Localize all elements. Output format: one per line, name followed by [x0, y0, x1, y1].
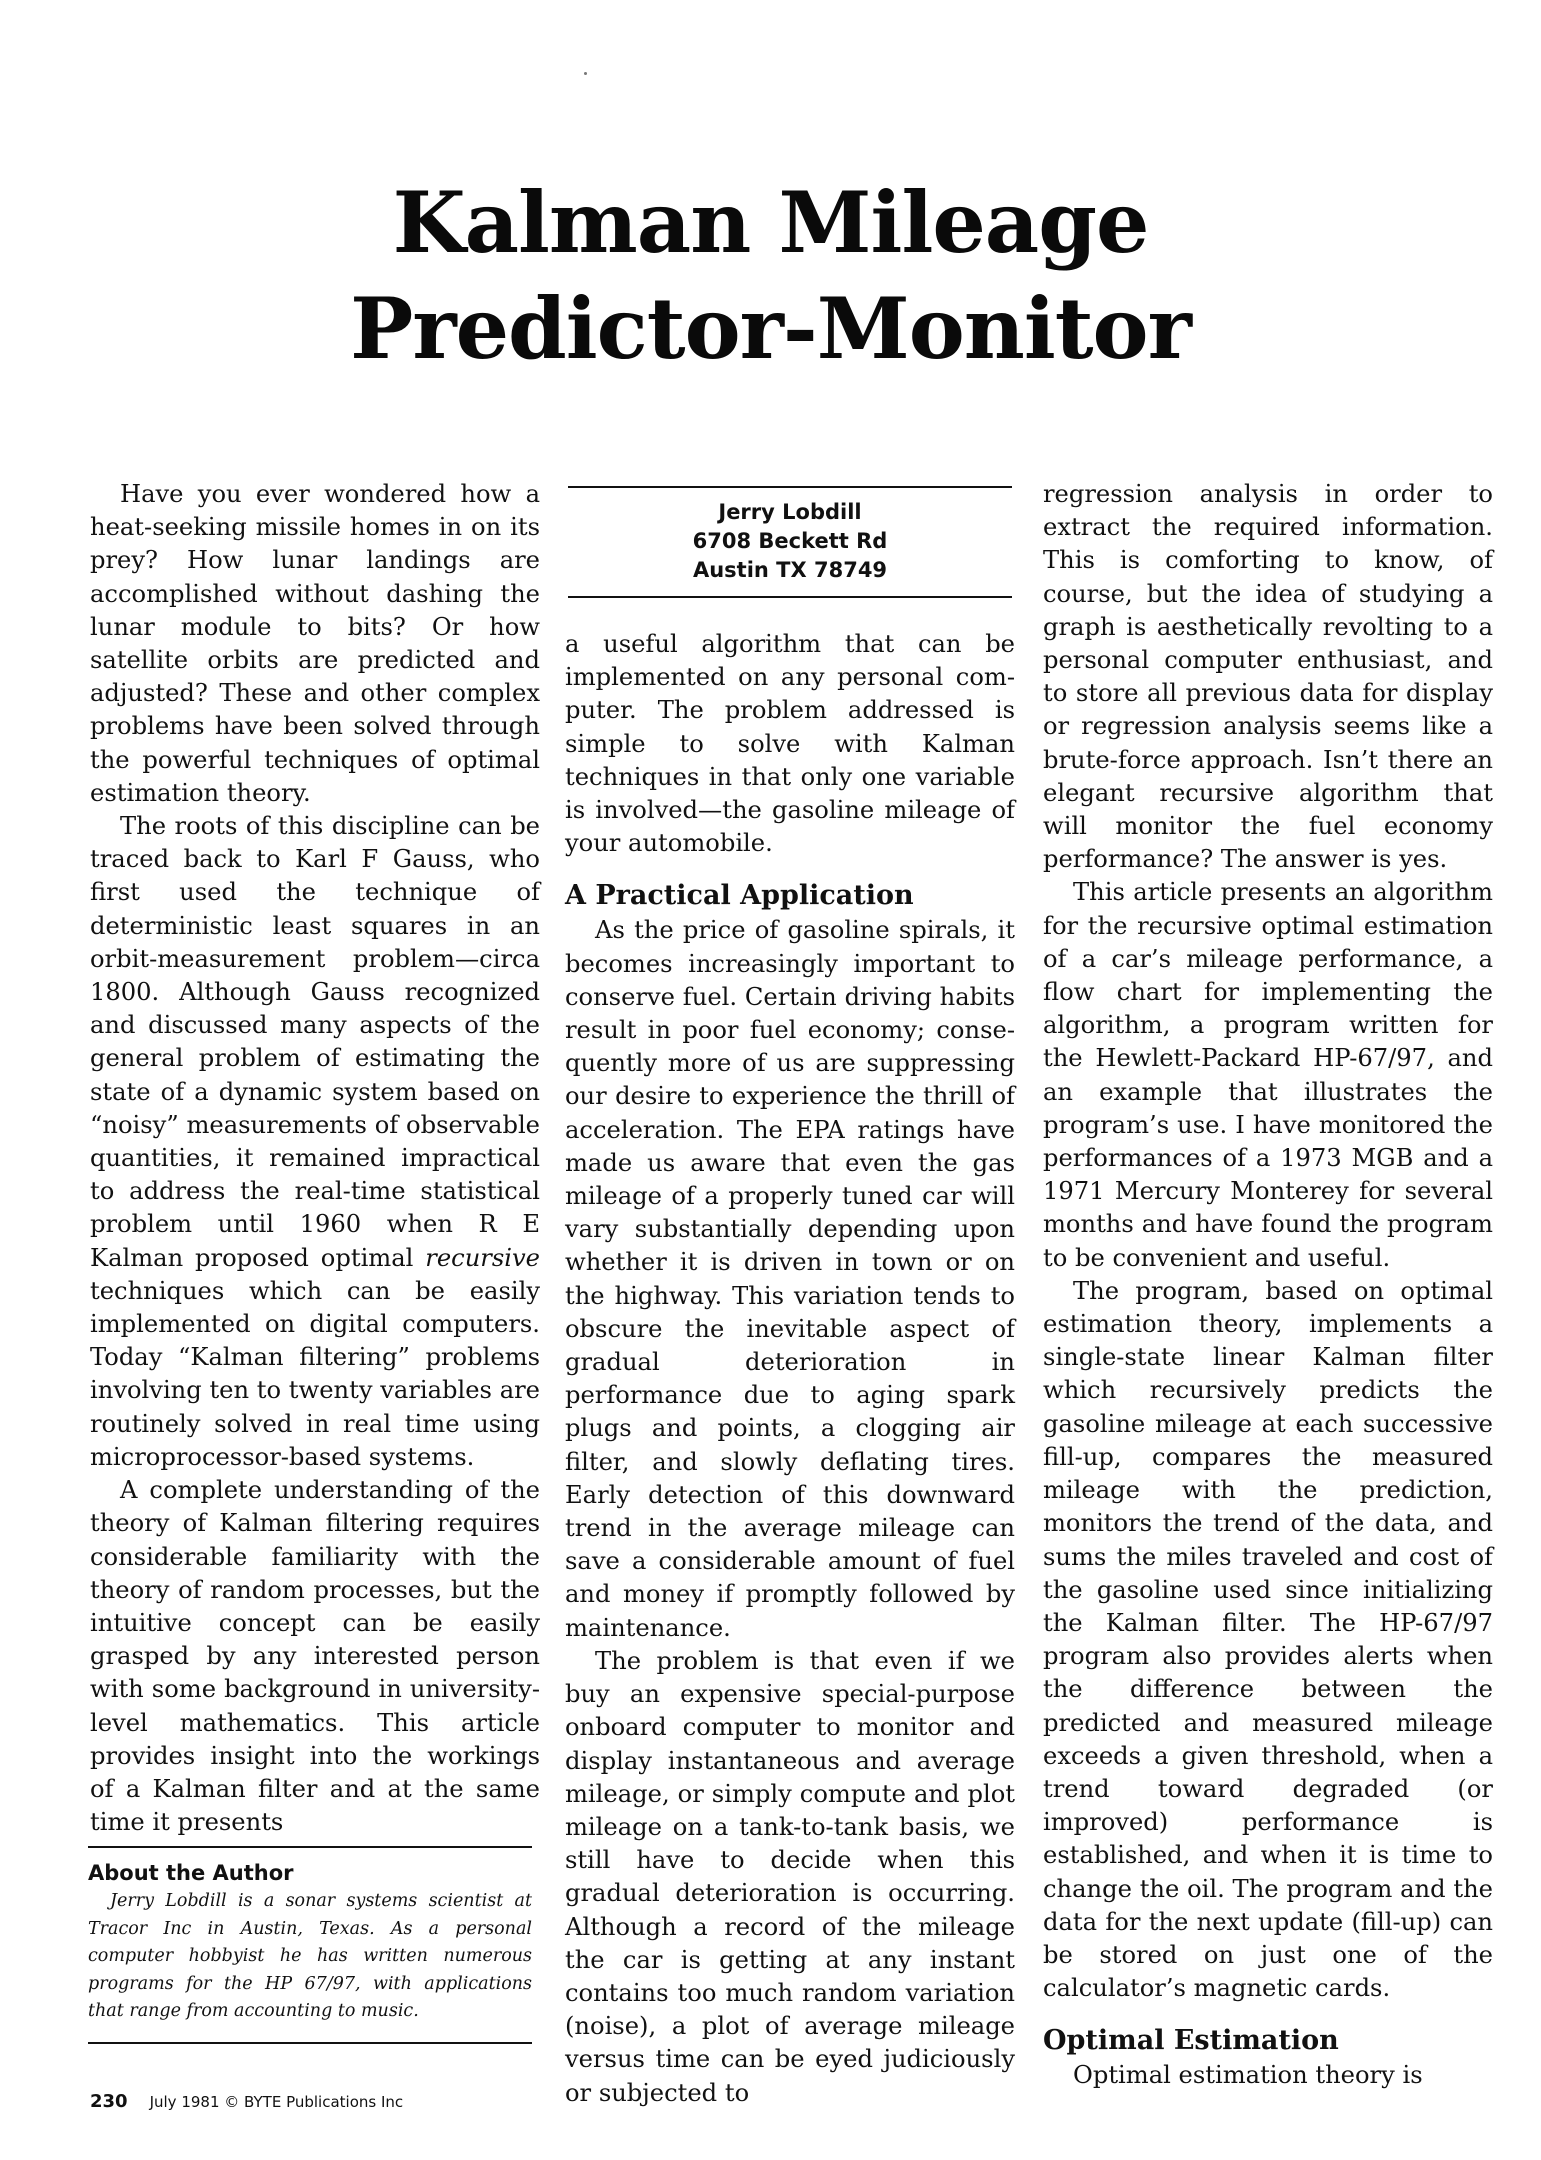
column-1 [90, 478, 540, 1839]
col3-paragraph-4: Optimal estimation theory is [1073, 2061, 1423, 2090]
col1-p2-emphasis: recursive [425, 1243, 540, 1272]
title-line-2: Predictor-Monitor [350, 279, 1191, 378]
column-3 [1043, 478, 1493, 2093]
author-name: Jerry Lobdill [718, 500, 862, 524]
column-2 [565, 628, 1015, 2110]
author-address-box [568, 486, 1012, 598]
col2-paragraph-3: The problem is that even if we buy an expensive special-purpose onboard computer to monitor and display instantaneous and average mileage, or simply compute and plot mileage on a tank-to-tank basis, we still have to decide when this gradual deterioration is occurring. Although a record of the mileage the car is getting at any instant contains too much random variation (noise), a plot of average mileage versus time can be eyed judiciously or subjected to [565, 1646, 1015, 2107]
col1-p2-text-a: The roots of this discipline can be traced back to Karl F Gauss, who first used the technique of deterministic least squares in an orbit-measurement problem—circa 1800. Although Gauss recognized and discussed many aspects of the general problem of estimating the state of a dynamic system based on “noisy” measurements of observable quantities, it remained impractical to address the real-time statistical problem until 1960 when R E Kalman proposed optimal [90, 812, 540, 1272]
col2-paragraph-2: As the price of gasoline spirals, it becomes increasingly important to conserve fuel. Certain driving habits result in poor fuel economy; consequently more of us are suppressing our desire to experience the thrill of acceleration. The EPA ratings have made us aware that even the gas mileage of a properly tuned car will vary substantially depending upon whether it is driven in town or on the highway. This variation tends to obscure the inevitable aspect of gradual deterioration in performance due to aging spark plugs and points, a clogging air filter, and slowly deflating tires. Early detection of this downward trend in the average mileage can save a considerable amount of fuel and money if promptly followed by maintenance. [565, 916, 1015, 1642]
col1-paragraph-1: Have you ever wondered how a heat-seeking missile homes in on its prey? How lunar landings are accomplished without dashing the lunar module to bits? Or how satellite orbits are predicted and adjusted? These and other complex problems have been solved through the powerful techniques of optimal estimation theory. [90, 480, 540, 807]
issue-credit: July 1981 © BYTE Publications Inc [149, 2093, 404, 2111]
stray-dot [584, 72, 587, 75]
section-heading-practical-application: A Practical Application [565, 880, 914, 912]
col1-p2-text-b: techniques which can be easily implemented on digital computers. Today “Kalman filtering” problems involving ten to twenty variables are routinely solved in real time using microprocessor-based systems. [90, 1276, 540, 1471]
col3-paragraph-2: This article presents an algorithm for the recursive optimal estimation of a car’s mileage performance, a flow chart for implementing the algorithm, a program written for the Hewlett-Packard HP-67/97, and an example that illustrates the program’s use. I have monitored the performances of a 1973 MGB and a 1971 Mercury Monterey for several months and have found the program to be convenient and useful. [1043, 878, 1493, 1272]
page-number: 230 [90, 2091, 128, 2112]
about-the-author-box [88, 1846, 532, 2044]
about-the-author-heading: About the Author [88, 1861, 294, 1885]
col1-paragraph-3: A complete understanding of the theory of Kalman filtering requires considerable familiarity with the theory of random processes, but the intuitive concept can be easily grasped by any interested person with some background in university-level mathematics. This article provides insight into the workings of a Kalman filter and at the same time it presents [90, 1476, 540, 1837]
author-street: 6708 Beckett Rd [692, 529, 888, 553]
col3-paragraph-3: The program, based on optimal estimation theory, implements a single-state linear Kalman filter which recursively predicts the gasoline mileage at each successive fill-up, compares the measured mileage with the prediction, monitors the trend of the data, and sums the miles traveled and cost of the gasoline used since initializing the Kalman filter. The HP-67/97 program also provides alerts when the difference between the predicted and measured mileage exceeds a given threshold, when a trend toward degraded (or improved) performance is established, and when it is time to change the oil. The program and the data for the next update (fill-up) can be stored on just one of the calculator’s magnetic cards. [1043, 1276, 1493, 2003]
col3-paragraph-1: regression analysis in order to extract the required information. This is comforting to know, of course, but the idea of studying a graph is aesthetically revolting to a personal computer enthusiast, and to store all previous data for display or regression analysis seems like a brute-force approach. Isn’t there an elegant recursive algorithm that will monitor the fuel economy performance? The answer is yes. [1043, 480, 1493, 874]
title-line-1: Kalman Mileage [392, 173, 1149, 272]
page-footer [90, 2092, 403, 2112]
about-the-author-text: Jerry Lobdill is a sonar systems scientist at Tracor Inc in Austin, Texas. As a personal computer hobbyist he has written numerous programs for the HP 67/97, with applications that range from accounting to music. [88, 1891, 532, 2021]
section-heading-optimal-estimation: Optimal Estimation [1043, 2025, 1339, 2057]
author-city: Austin TX 78749 [692, 558, 888, 582]
article-title [0, 170, 1541, 382]
col1-paragraph-2 [90, 810, 540, 1474]
col2-paragraph-1: a useful algorithm that can be implemented on any personal computer. The problem addressed is simple to solve with Kalman techniques in that only one variable is involved—the gasoline mileage of your automobile. [565, 630, 1015, 858]
